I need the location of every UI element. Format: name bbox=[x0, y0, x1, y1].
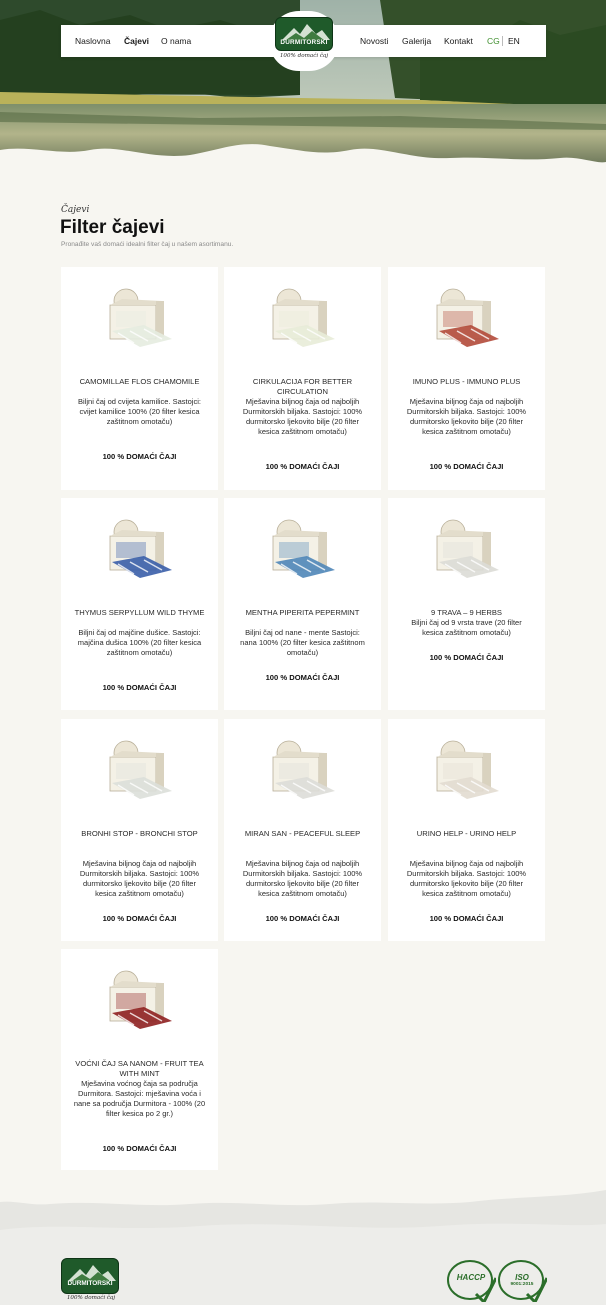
page-title: Filter čajevi bbox=[60, 217, 165, 238]
product-card[interactable] bbox=[224, 498, 381, 710]
product-box-image[interactable] bbox=[431, 739, 503, 811]
mountain-icon bbox=[276, 18, 333, 51]
product-badge: 100 % DOMAĆI ČAJI bbox=[102, 683, 177, 692]
nav-link-naslovna[interactable]: Naslovna bbox=[75, 36, 111, 46]
product-description: Mješavina voćnog čaja sa područja Durmitora. Sastojci: mješavina voća i nane sa područja Durmitora - 100% (20 filter kesica po 2 gr.) bbox=[73, 1079, 206, 1118]
category-kicker: Čajevi bbox=[61, 205, 90, 215]
product-description: Mješavina biljnog čaja od najboljih Durmitorskih biljaka. Sastojci: 100% durmitorsko ljekovito bilje (20 filter kesica zaštitnom omotaču) bbox=[406, 397, 527, 436]
product-description: Mješavina biljnog čaja od najboljih Durmitorskih biljaka. Sastojci: 100% durmitorsko ljekovito bilje (20 filter kesica zaštitnom omotaču) bbox=[406, 859, 527, 898]
product-card[interactable] bbox=[224, 267, 381, 490]
product-title[interactable]: IMUNO PLUS - IMMUNO PLUS bbox=[412, 377, 521, 386]
product-title[interactable]: CAMOMILLAE FLOS CHAMOMILE bbox=[79, 377, 200, 386]
product-title[interactable]: MIRAN SAN - PEACEFUL SLEEP bbox=[244, 829, 361, 838]
iso-certificate-badge bbox=[497, 1258, 547, 1302]
iso-label: ISO bbox=[515, 1273, 529, 1282]
product-card[interactable] bbox=[388, 498, 545, 710]
product-description: Mješavina biljnog čaja od najboljih Durmitorskih biljaka. Sastojci: 100% durmitorsko ljekovito bilje (20 filter kesica zaštitnom omotaču) bbox=[242, 397, 363, 436]
haccp-certificate-badge bbox=[446, 1258, 496, 1302]
brand-logo[interactable] bbox=[275, 17, 333, 51]
product-badge: 100 % DOMAĆI ČAJI bbox=[265, 673, 340, 682]
product-title[interactable]: VOĆNI ČAJ SA NANOM - FRUIT TEA WITH MINT bbox=[75, 1059, 204, 1078]
product-box-image[interactable] bbox=[431, 287, 503, 359]
product-badge: 100 % DOMAĆI ČAJI bbox=[265, 462, 340, 471]
product-card[interactable] bbox=[388, 267, 545, 490]
product-badge: 100 % DOMAĆI ČAJI bbox=[102, 1144, 177, 1153]
product-badge: 100 % DOMAĆI ČAJI bbox=[429, 653, 504, 662]
haccp-label: HACCP bbox=[456, 1273, 486, 1282]
product-box-image[interactable] bbox=[267, 518, 339, 590]
product-title[interactable]: BRONHI STOP - BRONCHI STOP bbox=[81, 829, 198, 838]
product-badge: 100 % DOMAĆI ČAJI bbox=[429, 462, 504, 471]
product-description: Biljni čaj od cvijeta kamilice. Sastojci: cvijet kamilice 100% (20 filter kesica zaštitnom omotaču) bbox=[78, 397, 201, 426]
product-box-image[interactable] bbox=[267, 287, 339, 359]
lang-switch-en[interactable]: EN bbox=[508, 36, 520, 46]
product-box-image[interactable] bbox=[104, 518, 176, 590]
product-description: Biljni čaj od nane - mente Sastojci: nana 100% (20 filter kesica zaštitnom omotaču) bbox=[240, 628, 365, 657]
product-card[interactable] bbox=[388, 719, 545, 941]
nav-link-cajevi[interactable]: Čajevi bbox=[124, 36, 150, 46]
nav-link-galerija[interactable]: Galerija bbox=[402, 36, 432, 46]
product-box-image[interactable] bbox=[104, 287, 176, 359]
product-title[interactable]: THYMUS SERPYLLUM WILD THYME bbox=[74, 608, 205, 617]
nav-link-o-nama[interactable]: O nama bbox=[161, 36, 192, 46]
product-title[interactable]: URINO HELP - URINO HELP bbox=[416, 829, 517, 838]
product-description: Mješavina biljnog čaja od najboljih Durmitorskih biljaka. Sastojci: 100% durmitorsko ljekovito bilje (20 filter kesica zaštitnom omotaču) bbox=[79, 859, 200, 898]
product-badge: 100 % DOMAĆI ČAJI bbox=[102, 452, 177, 461]
product-card[interactable] bbox=[61, 267, 218, 490]
footer-brand-logo[interactable] bbox=[61, 1258, 119, 1294]
product-card[interactable] bbox=[224, 719, 381, 941]
nav-link-novosti[interactable]: Novosti bbox=[360, 36, 389, 46]
product-description: Biljni čaj od 9 vrsta trave (20 filter kesica zaštitnom omotaču) bbox=[411, 618, 522, 637]
product-title[interactable]: 9 TRAVA – 9 HERBS bbox=[431, 608, 502, 617]
product-card[interactable] bbox=[61, 949, 218, 1171]
lang-switch-cg[interactable]: CG bbox=[487, 36, 500, 46]
product-box-image[interactable] bbox=[104, 969, 176, 1041]
footer-brand-tagline: 100% domaći čaj bbox=[66, 1295, 116, 1301]
product-box-image[interactable] bbox=[267, 739, 339, 811]
product-description: Biljni čaj od majčine dušice. Sastojci: majčina dušica 100% (20 filter kesica zaštitnom omotaču) bbox=[77, 628, 202, 657]
footer-brand-name: DURMITORSKI bbox=[67, 1280, 113, 1287]
iso-standard-label: 9001:2015 bbox=[510, 1282, 534, 1287]
product-badge: 100 % DOMAĆI ČAJI bbox=[429, 914, 504, 923]
product-card[interactable] bbox=[61, 719, 218, 941]
product-title[interactable]: CIRKULACIJA FOR BETTER CIRCULATION bbox=[252, 377, 353, 396]
product-title[interactable]: MENTHA PIPERITA PEPERMINT bbox=[245, 608, 360, 617]
product-card[interactable] bbox=[61, 498, 218, 710]
footer-mountain-icon bbox=[62, 1259, 119, 1294]
product-description: Mješavina biljnog čaja od najboljih Durmitorskih biljaka. Sastojci: 100% durmitorsko ljekovito bilje (20 filter kesica zaštitnom omotaču) bbox=[242, 859, 363, 898]
product-box-image[interactable] bbox=[104, 739, 176, 811]
product-badge: 100 % DOMAĆI ČAJI bbox=[102, 914, 177, 923]
nav-link-kontakt[interactable]: Kontakt bbox=[444, 36, 473, 46]
product-box-image[interactable] bbox=[431, 518, 503, 590]
brand-tagline: 100% domaći čaj bbox=[279, 53, 329, 59]
product-badge: 100 % DOMAĆI ČAJI bbox=[265, 914, 340, 923]
lang-divider bbox=[502, 36, 503, 46]
brand-name: DURMITORSKI bbox=[280, 39, 328, 46]
page-subtitle: Pronađite vaš domaći idealni filter čaj u našem asortimanu. bbox=[61, 241, 234, 248]
